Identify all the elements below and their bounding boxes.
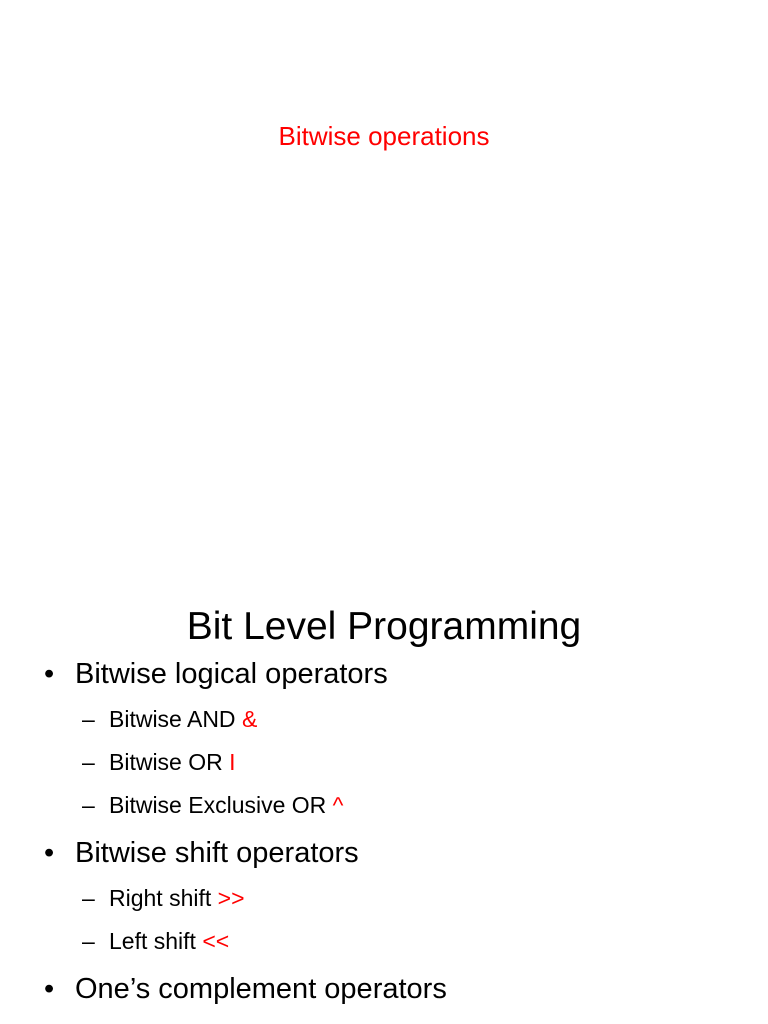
sub-item-left-shift bbox=[82, 924, 229, 958]
dash-marker: – bbox=[82, 885, 95, 911]
sub-item-label: Left shift bbox=[109, 928, 203, 954]
operator-symbol: >> bbox=[217, 885, 245, 911]
bullet-marker: • bbox=[44, 837, 55, 869]
sub-item-label: Right shift bbox=[109, 885, 218, 911]
bullet-label: One’s complement operators bbox=[75, 973, 447, 1005]
bullet-shift-operators bbox=[44, 833, 359, 873]
operator-symbol: I bbox=[229, 749, 236, 775]
bullet-logical-operators bbox=[44, 654, 388, 694]
bullet-marker: • bbox=[44, 658, 55, 690]
bullet-label: Bitwise shift operators bbox=[75, 837, 359, 869]
sub-item-right-shift bbox=[82, 881, 245, 915]
bullet-marker: • bbox=[44, 973, 55, 1005]
operator-symbol: ^ bbox=[332, 792, 344, 818]
operator-symbol: & bbox=[241, 706, 258, 732]
sub-item-label: Bitwise AND bbox=[109, 706, 242, 732]
sub-item-label: Bitwise OR bbox=[109, 749, 230, 775]
bullet-ones-complement bbox=[44, 969, 447, 1009]
dash-marker: – bbox=[82, 749, 95, 775]
dash-marker: – bbox=[82, 928, 95, 954]
dash-marker: – bbox=[82, 706, 95, 732]
sub-item-bitwise-and bbox=[82, 702, 257, 736]
sub-item-bitwise-xor bbox=[82, 788, 343, 822]
sub-item-label: Bitwise Exclusive OR bbox=[109, 792, 333, 818]
dash-marker: – bbox=[82, 792, 95, 818]
slide-heading: Bit Level Programming bbox=[186, 605, 582, 648]
sub-item-bitwise-or bbox=[82, 745, 236, 779]
slide-title: Bitwise operations bbox=[278, 121, 490, 151]
operator-symbol: << bbox=[202, 928, 230, 954]
bullet-label: Bitwise logical operators bbox=[75, 658, 388, 690]
